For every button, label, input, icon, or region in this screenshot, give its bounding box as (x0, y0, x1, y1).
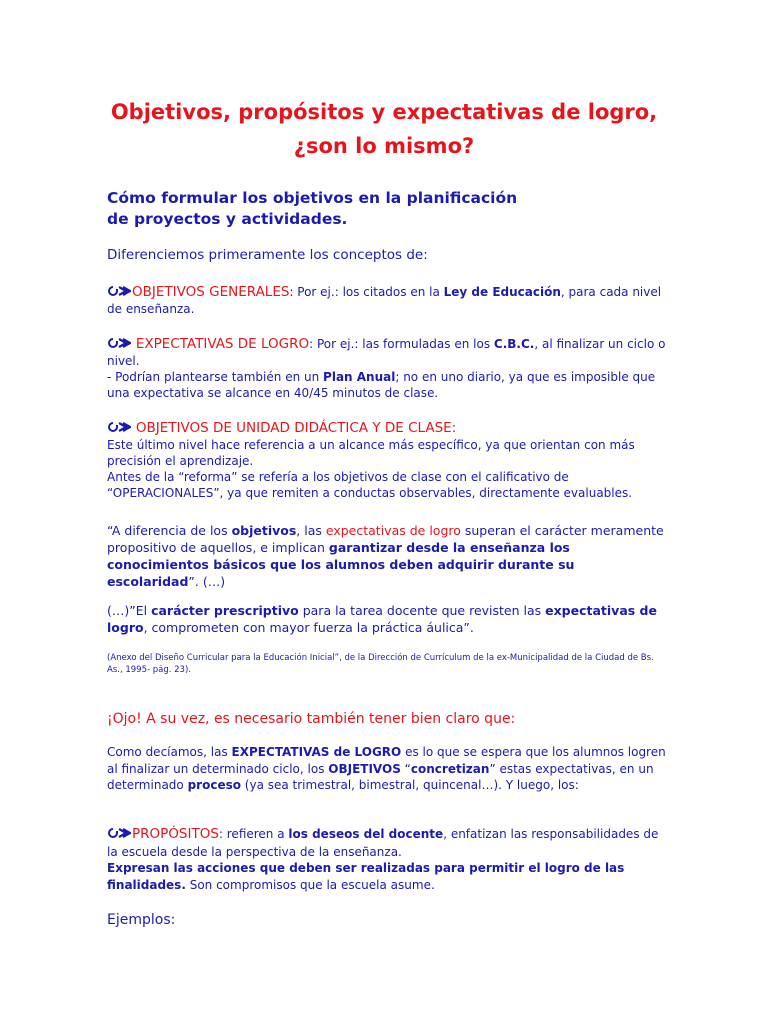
bullet-arrow-icon (107, 421, 131, 437)
text: es lo que se espera que los alumnos logren al finalizar un determinado ciclo, los (107, 745, 666, 776)
section-unidad-didactica (107, 420, 667, 501)
red-expectativas: expectativas de logro (325, 523, 461, 538)
text: ”. (…) (188, 574, 226, 589)
text: para la tarea docente que revisten las (298, 603, 546, 618)
cbc: C.B.C. (493, 337, 535, 351)
text: , para cada nivel de enseñanza. (107, 285, 662, 316)
quote-paragraph-2 (107, 602, 667, 636)
bullet-arrow-icon (107, 827, 131, 844)
section-objetivos-generales (107, 284, 667, 317)
heading-unidad: OBJETIVOS DE UNIDAD DIDÁCTICA Y DE CLASE (135, 420, 452, 436)
como-paragraph (107, 744, 667, 794)
ojo-note: ¡Ojo! A su vez, es necesario también tener bien claro que: (107, 711, 516, 727)
citation: (Anexo del Diseño Curricular para la Educación Inicial”, de la Dirección de Currículum de la ex-Municipalidad de la Ciudad de Bs. As., 1995- pág. 23). (107, 653, 654, 675)
quote-paragraph-1 (107, 522, 667, 590)
unidad-p2: Antes de la “reforma” se refería a los objetivos de clase con el calificativo de “OPERACIONALES”, ya que remiten a conductas observables, directamente evaluables. (107, 470, 633, 500)
subtitle-line2: de proyectos y actividades. (107, 210, 348, 228)
bold-garantizar: garantizar desde la enseñanza los conocimientos básicos que los alumnos deben adquirir durante su escolaridad (107, 540, 575, 589)
text: “ (400, 761, 411, 776)
colon: : (451, 420, 457, 436)
text: , comprometen con mayor fuerza la práctica áulica”. (143, 620, 474, 635)
ley-educacion: Ley de Educación (443, 285, 561, 299)
bold-expectativas-logro: EXPECTATIVAS de LOGRO (231, 745, 402, 759)
bullet-arrow-icon (107, 285, 131, 301)
text: - Podrían plantearse también en un (107, 370, 324, 384)
bold-expectativas: expectativas de logro (107, 603, 657, 635)
text: ; no en uno diario, ya que es imposible que una expectativa se alcance en 40/45 minutos de clase. (107, 370, 656, 400)
unidad-p1: Este último nivel hace referencia a un alcance más específico, ya que orientan con más precisión el aprendizaje. (107, 438, 635, 468)
bold-caracter: carácter prescriptivo (151, 603, 299, 618)
text: “A diferencia de los (107, 523, 232, 538)
bold-proceso: proceso (187, 778, 241, 792)
text: , las (296, 523, 326, 538)
section-expectativas (107, 336, 667, 401)
subtitle (107, 188, 607, 230)
text: : refieren a (218, 827, 289, 841)
page-title-line2: ¿son lo mismo? (293, 134, 475, 158)
heading-objetivos-generales: OBJETIVOS GENERALES (132, 284, 290, 300)
heading-propositos: PROPÓSITOS (132, 826, 219, 842)
text: ” estas expectativas, en un determinado (107, 761, 654, 792)
text: , al finalizar un ciclo o nivel. (107, 337, 666, 368)
text: (…)”El (107, 603, 152, 618)
bullet-arrow-icon (107, 337, 131, 353)
text: : Por ej.: las formuladas en los (309, 337, 494, 351)
bold-deseos: los deseos del docente (288, 827, 444, 841)
text: , enfatizan las responsabilidades de la escuela desde la perspectiva de la enseñanza. (107, 827, 659, 859)
bold-expresan: Expresan las acciones que deben ser realizadas para permitir el logro de las finalidades. (107, 861, 625, 892)
bold-objetivos: OBJETIVOS (328, 761, 401, 776)
text: : Por ej.: los citados en la (289, 285, 444, 299)
bold-concretizan: concretizan (410, 761, 490, 776)
plan-anual: Plan Anual (323, 370, 396, 384)
page-title-line1: Objetivos, propósitos y expectativas de logro, (110, 100, 658, 124)
text: Son compromisos que la escuela asume. (185, 877, 435, 892)
intro-text: Diferenciemos primeramente los conceptos de: (107, 247, 428, 263)
ejemplos-label: Ejemplos: (107, 912, 176, 928)
text: superan el carácter meramente propositivo de aquellos, e implican (107, 523, 664, 555)
text: Como decíamos, las (107, 745, 232, 759)
bold-objetivos: objetivos (231, 523, 297, 538)
section-propositos (107, 826, 667, 893)
text: (ya sea trimestral, bimestral, quincenal…). Y luego, los: (240, 778, 579, 792)
subtitle-line1: Cómo formular los objetivos en la planificación (107, 189, 518, 207)
heading-expectativas: EXPECTATIVAS DE LOGRO (135, 336, 310, 352)
